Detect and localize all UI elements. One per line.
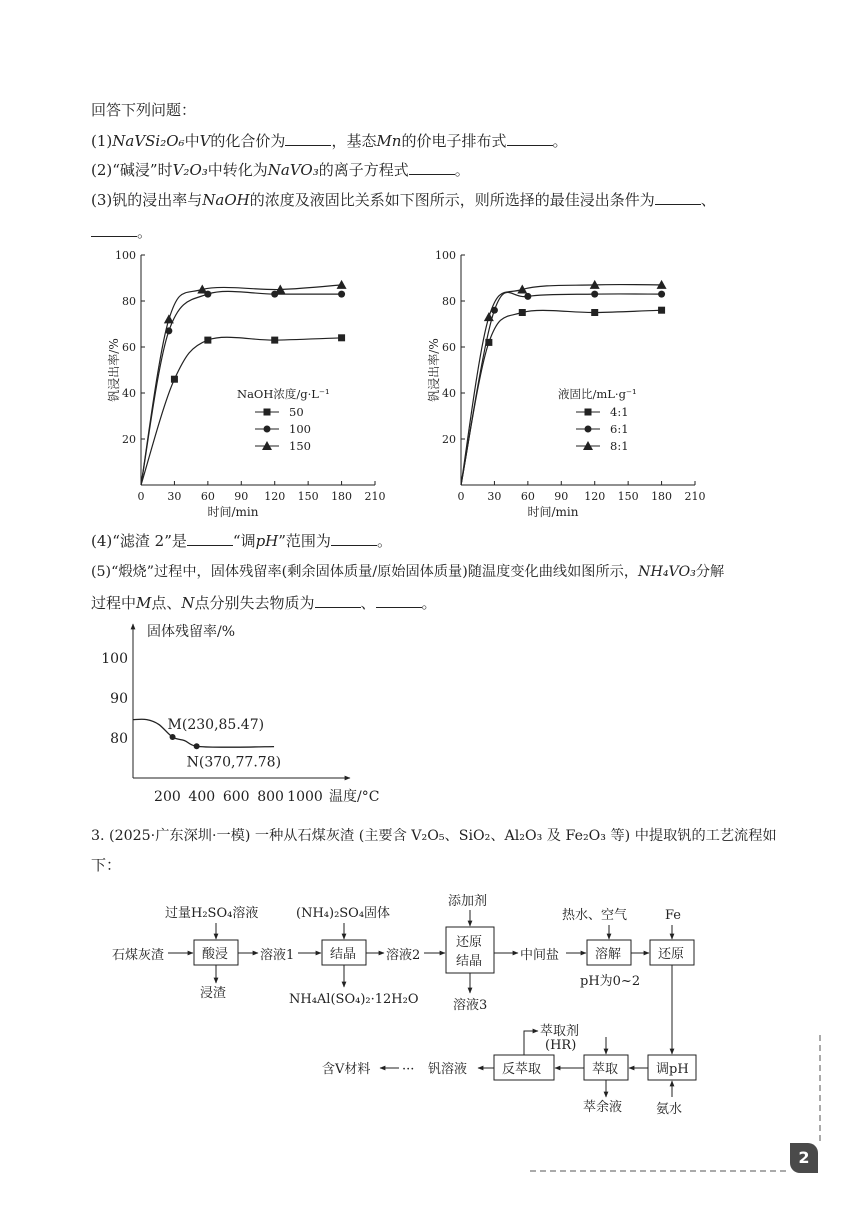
flow-label-alum: NH₄Al(SO₄)₂·12H₂O — [289, 992, 419, 1007]
question-3: (3)钒的浸出率与NaOH的浓度及液固比关系如下图所示，则所选择的最佳浸出条件为 、 — [91, 191, 716, 209]
answer-blank[interactable] — [285, 131, 331, 146]
square-marker — [171, 376, 178, 383]
square-marker — [204, 337, 211, 344]
y-tick-label: 60 — [442, 341, 456, 354]
x-tick-label: 30 — [167, 490, 182, 503]
flow-label-residue: 浸渣 — [200, 986, 227, 1001]
series-line — [141, 285, 342, 485]
y-axis-label: 钒浸出率/% — [107, 338, 121, 402]
flow-label-v-material: 含V材料 — [322, 1062, 371, 1077]
flow-box-reduce: 还原 — [658, 947, 685, 962]
point-m-label: M(230,85.47) — [167, 717, 265, 734]
flow-input-h2so4: 过量H₂SO₄溶液 — [165, 906, 259, 921]
flow-label-raffinate: 萃余液 — [583, 1100, 623, 1115]
answer-blank[interactable] — [409, 160, 455, 175]
question-4: (4)“滤渣 2”是 “调pH”范围为 。 — [91, 532, 392, 550]
circle-marker — [524, 293, 531, 300]
flow-input-fe: Fe — [665, 908, 682, 923]
legend-label: 150 — [289, 439, 311, 453]
circle-marker — [585, 426, 592, 433]
x-tick-label: 0 — [457, 490, 465, 503]
point-n-marker — [194, 743, 200, 749]
answer-blank[interactable] — [376, 593, 422, 608]
series-line — [461, 285, 662, 485]
flow-label-mid-salt: 中间盐 — [520, 948, 560, 963]
triangle-marker — [164, 314, 174, 323]
x-tick-label: 120 — [264, 490, 286, 503]
point-m-marker — [170, 734, 176, 740]
y-tick-label: 90 — [110, 691, 128, 707]
flow-label-sol3: 溶液3 — [453, 998, 488, 1013]
x-tick-label: 120 — [584, 490, 606, 503]
flow-input-additive: 添加剂 — [448, 894, 488, 909]
flow-box-crystal: 结晶 — [330, 947, 357, 962]
flow-box-reduce-2: 结晶 — [456, 954, 483, 969]
flow-label-sol2: 溶液2 — [386, 948, 421, 963]
flow-label-ph: pH为0~2 — [580, 974, 641, 989]
x-tick-label: 60 — [520, 490, 535, 503]
x-tick-label: 0 — [137, 490, 145, 503]
question-5: (5)“煅烧”过程中，固体残留率(剩余固体质量/原始固体质量)随温度变化曲线如图所示，NH₄VO₃分解 — [91, 564, 725, 580]
legend-title: 液固比/mL·g⁻¹ — [558, 387, 637, 401]
legend-title: NaOH浓度/g·L⁻¹ — [237, 387, 330, 401]
flow-label-v-solution: 钒溶液 — [428, 1062, 468, 1077]
square-marker — [658, 307, 665, 314]
problem-3-line: 3. (2025·广东深圳·一模) 一种从石煤灰渣 (主要含 V₂O₅、SiO₂、Al₂O₃ 及 Fe₂O₃ 等) 中提取钒的工艺流程如 — [91, 828, 777, 844]
x-tick-label: 60 — [200, 490, 215, 503]
square-marker — [271, 337, 278, 344]
x-tick-label: 90 — [234, 490, 249, 503]
y-tick-label: 80 — [110, 731, 128, 747]
y-tick-label: 80 — [442, 295, 456, 308]
x-axis-label: 时间/min — [207, 505, 259, 519]
flow-box-adjust-ph: 调pH — [656, 1062, 689, 1077]
triangle-marker — [337, 280, 347, 289]
answer-blank[interactable] — [315, 593, 361, 608]
y-tick-label: 100 — [435, 249, 456, 262]
series-line — [141, 337, 342, 485]
y-tick-label: 20 — [442, 433, 456, 446]
y-tick-label: 100 — [101, 651, 128, 667]
flow-label-dots: ··· — [402, 1062, 415, 1077]
square-marker — [591, 309, 598, 316]
x-tick-label: 600 — [222, 789, 250, 805]
point-n-label: N(370,77.78) — [186, 754, 282, 771]
y-tick-label: 60 — [122, 341, 136, 354]
flow-input-ammonia: 氨水 — [656, 1102, 683, 1117]
y-tick-label: 80 — [122, 295, 136, 308]
leach-rate-ratio-chart — [420, 245, 720, 525]
question-2: (2)“碱浸”时V₂O₃中转化为NaVO₃的离子方程式 。 — [91, 161, 470, 179]
x-tick-label: 180 — [331, 490, 353, 503]
answer-blank[interactable] — [91, 222, 137, 237]
answer-blank[interactable] — [507, 131, 553, 146]
circle-marker — [658, 291, 665, 298]
flow-box-reduce-1: 还原 — [456, 935, 483, 950]
flow-box-back-extract: 反萃取 — [502, 1062, 542, 1077]
x-tick-label: 400 — [188, 789, 216, 805]
y-tick-label: 40 — [442, 387, 456, 400]
x-tick-label: 800 — [257, 789, 284, 805]
x-tick-label: 1000 — [287, 789, 323, 805]
flow-input-nh4so4: (NH₄)₂SO₄固体 — [296, 906, 391, 921]
flow-box-dissolve: 溶解 — [595, 947, 622, 962]
y-axis-label: 钒浸出率/% — [427, 338, 441, 402]
circle-marker — [591, 291, 598, 298]
flow-box-acid: 酸浸 — [202, 947, 229, 962]
circle-marker — [264, 426, 271, 433]
square-marker — [585, 409, 592, 416]
question-3-cont: 。 — [91, 222, 152, 242]
y-tick-label: 20 — [122, 433, 136, 446]
legend-label: 50 — [289, 405, 304, 419]
flow-input-extractant-2: (HR) — [545, 1038, 577, 1053]
legend-label: 4:1 — [610, 405, 629, 419]
legend-label: 8:1 — [610, 439, 629, 453]
x-axis-label: 温度/°C — [329, 789, 380, 805]
flow-input-extractant-1: 萃取剂 — [540, 1024, 580, 1039]
answer-blank[interactable] — [655, 190, 701, 205]
answer-blank[interactable] — [331, 531, 377, 546]
page-number: 2 — [790, 1143, 818, 1173]
intro-line: 回答下列问题： — [91, 101, 197, 119]
x-tick-label: 210 — [364, 490, 386, 503]
circle-marker — [338, 291, 345, 298]
square-marker — [264, 409, 271, 416]
question-1: (1)NaVSi₂O₆中V的化合价为 ，基态Mn的价电子排布式 。 — [91, 132, 568, 150]
x-tick-label: 150 — [617, 490, 639, 503]
x-tick-label: 210 — [684, 490, 706, 503]
square-marker — [338, 334, 345, 341]
x-tick-label: 30 — [487, 490, 502, 503]
y-tick-label: 40 — [122, 387, 136, 400]
y-tick-label: 100 — [115, 249, 136, 262]
x-tick-label: 90 — [554, 490, 569, 503]
leach-rate-naoh-chart — [100, 245, 400, 525]
residue-rate-chart — [95, 618, 415, 810]
question-5-cont: 过程中M点、N点分别失去物质为 、 。 — [91, 594, 437, 612]
page-footer-decoration — [520, 1030, 830, 1180]
flow-box-extract: 萃取 — [592, 1062, 619, 1077]
x-tick-label: 150 — [297, 490, 319, 503]
flow-label-sol1: 溶液1 — [260, 948, 295, 963]
legend-label: 100 — [289, 422, 311, 436]
flow-label-ash: 石煤灰渣 — [112, 948, 165, 963]
problem-3-line2: 下： — [91, 856, 122, 874]
answer-blank[interactable] — [187, 531, 233, 546]
square-marker — [519, 309, 526, 316]
flow-input-water-air: 热水、空气 — [562, 908, 628, 923]
legend-label: 6:1 — [610, 422, 629, 436]
x-tick-label: 180 — [651, 490, 673, 503]
y-axis-label: 固体残留率/% — [147, 624, 236, 640]
x-axis-label: 时间/min — [527, 505, 579, 519]
x-tick-label: 200 — [154, 789, 181, 805]
